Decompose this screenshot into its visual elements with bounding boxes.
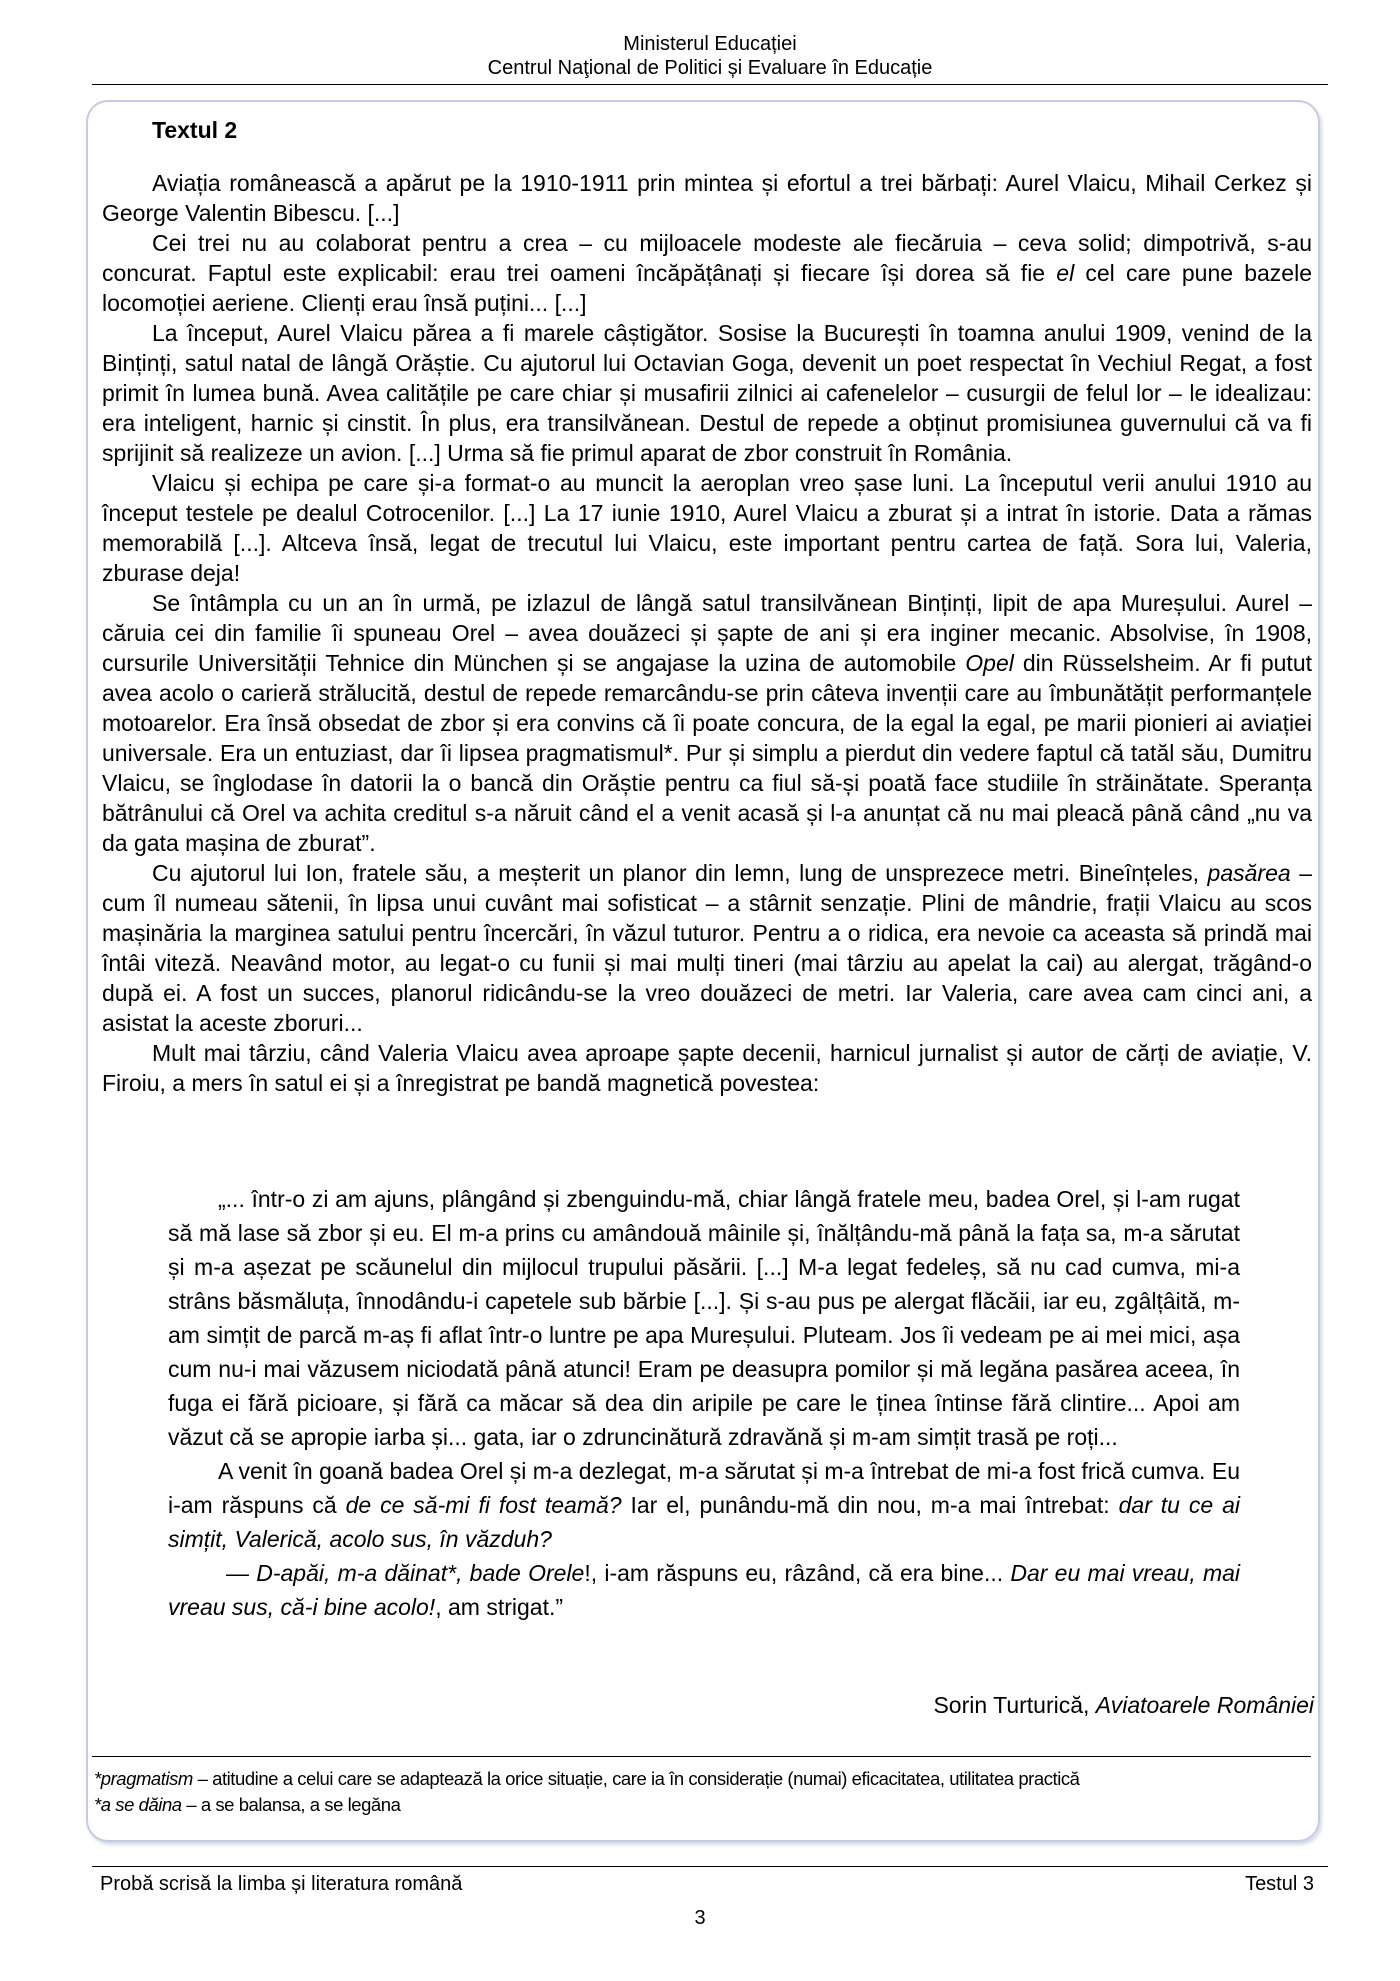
footnote-2-definition: – a se balansa, a se legăna	[181, 1794, 401, 1815]
quoted-testimony	[168, 1182, 1240, 1624]
paragraph-4: Vlaicu și echipa pe care și-a format-o au muncit la aeroplan vreo șase luni. La începutul verii anului 1910 au început testele pe dealul Cotrocenilor. [...] La 17 iunie 1910, Aurel Vlaicu a zburat și a intrat în istorie. Data a rămas memorabilă [...]. Altceva însă, legat de trecutul lui Vlaicu, este important pentru cartea de față. Sora lui, Valeria, zburase deja!	[102, 470, 1312, 586]
paragraph-2-text-a: Cei trei nu au colaborat pentru a crea – cu mijloacele modeste ale fiecăruia – ceva solid; dimpotrivă, s-au concurat. Faptul este explicabil: erau trei oameni încăpățânați și fiecare își dorea să fie	[102, 230, 1312, 286]
quote-2-text-a: A venit în goană badea Orel și m-a dezlegat, m-a sărutat și m-a întrebat de mi-a fost frică cumva. Eu i-am răspuns că	[168, 1458, 1240, 1518]
footnote-2-term: *a se dăina	[94, 1794, 182, 1815]
paragraph-2-emphasis: el	[1056, 260, 1075, 286]
quote-2-emphasis-2: dar tu ce ai simțit, Valerică, acolo sus, în văzduh?	[168, 1492, 1240, 1552]
header-ministry: Ministerul Educației	[623, 33, 797, 55]
footnote-1-term: *pragmatism	[94, 1768, 193, 1789]
footnote-divider	[92, 1756, 1311, 1757]
paragraph-2-text-b: cel care pune bazele locomoției aeriene. Clienți erau însă puțini... [...]	[102, 260, 1312, 316]
source-book-title: Aviatoarele României	[1095, 1692, 1314, 1718]
header-divider	[92, 84, 1328, 85]
paragraph-1: Aviația românească a apărut pe la 1910-1911 prin mintea și efortul a trei bărbați: Aurel Vlaicu, Mihail Cerkez și George Valentin Bibescu. [...]	[102, 170, 1312, 226]
paragraph-6-emphasis: pasărea	[1207, 860, 1291, 886]
page-header	[92, 32, 1328, 80]
footnote-dainat	[94, 1792, 1314, 1818]
quote-3-emphasis-1: — D-apăi, m-a dăinat*, bade Orele	[226, 1560, 585, 1586]
quote-3-text-b: , am strigat.”	[435, 1594, 564, 1620]
paragraph-3: La început, Aurel Vlaicu părea a fi marele câștigător. Sosise la București în toamna anului 1909, venind de la Binținți, satul natal de lângă Orăștie. Cu ajutorul lui Octavian Goga, devenit un poet respectat în Vechiul Regat, a fost primit în lumea bună. Avea calitățile pe care chiar și musafirii zilnici ai cafenelelor – cusurgii de felul lor – le idealizau: era inteligent, harnic și cinstit. În plus, era transilvănean. Destul de repede a obținut promisiunea guvernului că va fi sprijinit să realizeze un avion. [...] Urma să fie primul aparat de zbor construit în România.	[102, 320, 1312, 466]
paragraph-2	[102, 228, 1312, 318]
page-number: 3	[694, 1907, 706, 1929]
footnote-1-definition: – atitudine a celui care se adaptează la orice situație, care ia în considerație (numai) eficacitatea, utilitatea practică	[192, 1768, 1080, 1789]
source-attribution	[933, 1690, 1314, 1720]
paragraph-7: Mult mai târziu, când Valeria Vlaicu avea aproape șapte decenii, harnicul jurnalist și autor de cărți de aviație, V. Firoiu, a mers în satul ei și a înregistrat pe bandă magnetică povestea:	[102, 1040, 1312, 1096]
paragraph-5-emphasis: Opel	[965, 650, 1014, 676]
quote-3-emphasis-2: Dar eu mai vreau, mai vreau sus, că-i bine acolo!	[168, 1560, 1241, 1620]
footer-test-number: Testul 3	[1245, 1873, 1314, 1895]
article-body	[102, 168, 1312, 1098]
paragraph-5-text-a: Se întâmpla cu un an în urmă, pe izlazul de lângă satul transilvănean Binținți, lipit de apa Mureșului. Aurel – căruia cei din familie îi spuneau Orel – avea douăzeci și șapte de ani și era inginer mecanic. Absolvise, în 1908, cursurile Universității Tehnice din München și se angajase la uzina de automobile	[102, 590, 1312, 676]
paragraph-6-text-a: Cu ajutorul lui Ion, fratele său, a meșterit un planor din lemn, lung de unsprezece metri. Bineînțeles,	[152, 860, 1208, 886]
footnotes	[94, 1766, 1314, 1818]
text-title: Textul 2	[152, 117, 238, 143]
paragraph-6	[102, 858, 1312, 1038]
quote-3-text-a: !, i-am răspuns eu, râzând, că era bine...	[584, 1560, 1011, 1586]
header-center: Centrul Naţional de Politici și Evaluare în Educație	[487, 57, 933, 79]
paragraph-5	[102, 588, 1312, 858]
quote-2-emphasis-1: de ce să-mi fi fost teamă?	[345, 1492, 622, 1518]
source-author: Sorin Turturică,	[933, 1692, 1096, 1718]
quote-paragraph-2	[168, 1454, 1240, 1556]
paragraph-6-text-b: – cum îl numeau sătenii, în lipsa unui cuvânt mai sofisticat – a stârnit senzație. Plini de mândrie, frații Vlaicu au scos mașinăria la marginea satului pentru încercări, în văzul tuturor. Pentru a o ridica, era nevoie ca aceasta să prindă mai întâi viteză. Neavând motor, au legat-o cu funii și mai mulți tineri (mai târziu au apelat la cai) au alergat, trăgând-o după ei. A fost un succes, planorul ridicându-se la vreo douăzeci de metri. Iar Valeria, care avea cam cinci ani, a asistat la aceste zboruri...	[102, 860, 1312, 1036]
footer-exam-name: Probă scrisă la limba și literatura română	[100, 1873, 463, 1895]
quote-2-text-b: Iar el, punându-mă din nou, m-a mai întrebat:	[621, 1492, 1119, 1518]
quote-paragraph-1: „... într-o zi am ajuns, plângând și zbenguindu-mă, chiar lângă fratele meu, badea Orel, și l-am rugat să mă lase să zbor și eu. El m-a prins cu amândouă mâinile și, înălțându-mă până la fața sa, m-a sărutat și m-a așezat pe scăunelul din mijlocul trupului păsării. [...] M-a legat fedeleș, să nu cad cumva, mi-a strâns băsmăluța, înnodându-i capetele sub bărbie [...]. Și s-au pus pe alergat flăcăii, iar eu, zgâlțâită, m-am simțit de parcă m-aș fi aflat într-o luntre pe apa Mureșului. Pluteam. Jos îi vedeam pe ai mei mici, așa cum nu-i mai văzusem niciodată până atunci! Eram pe deasupra pomilor și mă legăna pasărea aceea, în fuga ei fără picioare, și fără ca măcar să dea din aripile pe care le ținea întinse fără clintire... Apoi am văzut că se apropie iarba și... gata, iar o zdruncinătură zdravănă și m-am simțit trasă pe roți...	[168, 1186, 1240, 1450]
paragraph-5-text-b: din Rüsselsheim. Ar fi putut avea acolo o carieră strălucită, destul de repede remarcându-se prin câteva invenții care au îmbunătățit performanțele motoarelor. Era însă obsedat de zbor și era convins că îi poate concura, de la egal la egal, pe marii pionieri ai aviației universale. Era un entuziast, dar îi lipsea pragmatismul*. Pur și simplu a pierdut din vedere faptul că tatăl său, Dumitru Vlaicu, se înglodase în datorii la o bancă din Orăștie pentru ca fiul să-și poată face studiile în străinătate. Speranța bătrânului că Orel va achita creditul s-a năruit când el a venit acasă și l-a anunțat că nu mai pleacă până când „nu va da gata mașina de zburat”.	[102, 650, 1313, 856]
quote-paragraph-3	[168, 1556, 1240, 1624]
footnote-pragmatism	[94, 1766, 1314, 1792]
footer-divider	[92, 1866, 1328, 1867]
